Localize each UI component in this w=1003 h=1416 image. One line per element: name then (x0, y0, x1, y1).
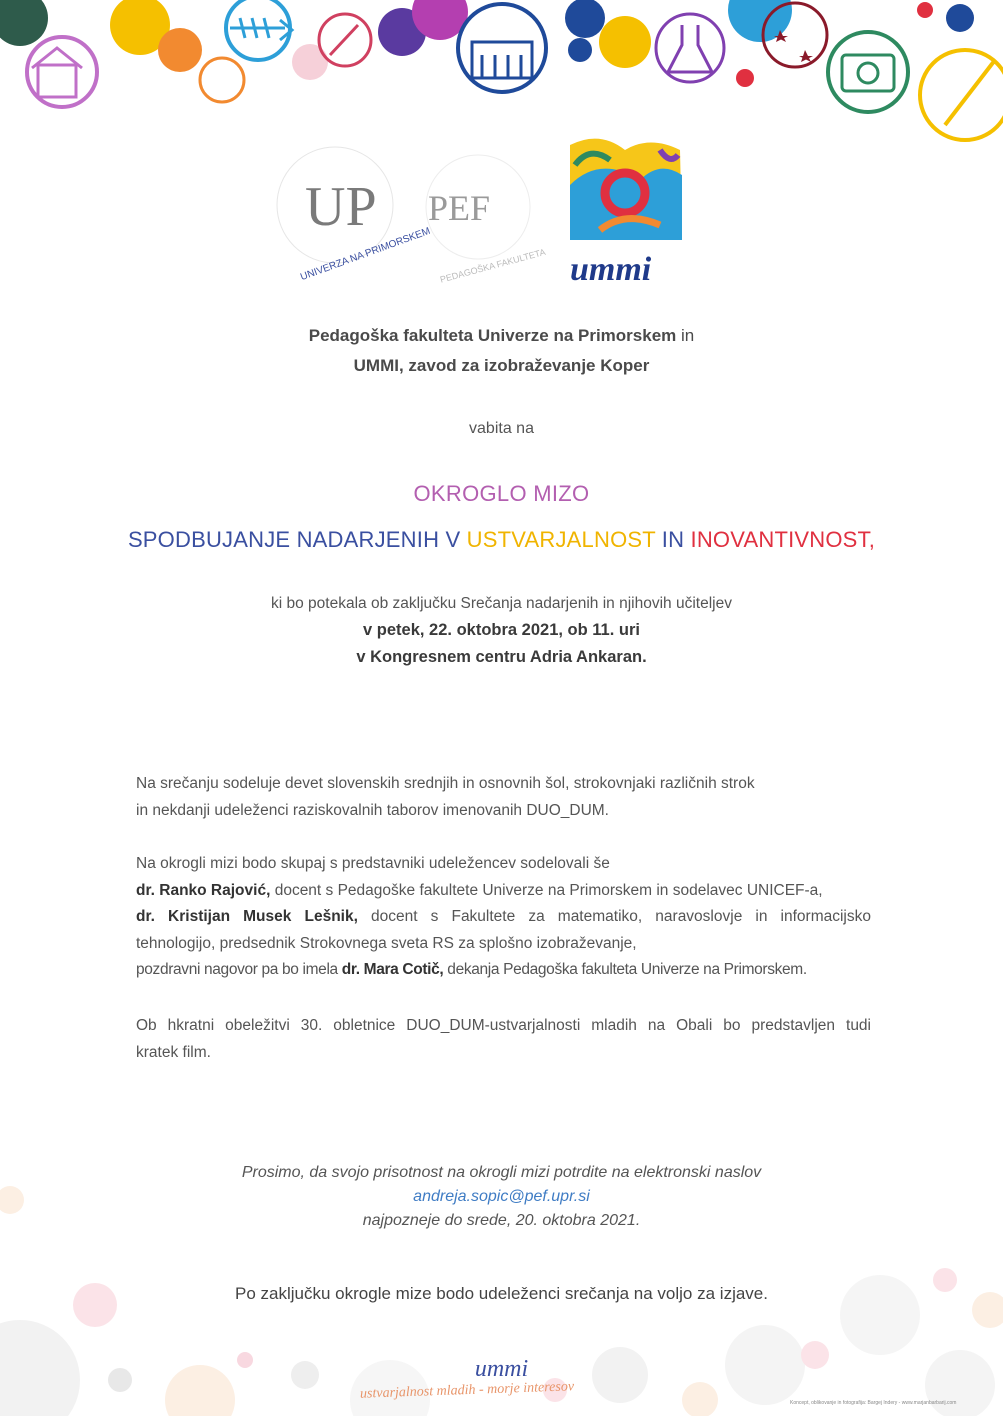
pencil-doodle-icon (330, 25, 358, 55)
paragraph-participants (136, 771, 871, 824)
pef-ring-text: PEDAGOŠKA FAKULTETA (438, 246, 547, 285)
house-doodle-icon (32, 48, 82, 97)
event-date: v petek, 22. oktobra 2021, ob 11. uri (363, 621, 640, 639)
rsvp-request: Prosimo, da svojo prisotnost na okrogli mizi potrdite na elektronski naslov (241, 1164, 762, 1181)
flask-doodle-icon (668, 25, 712, 72)
partner-logos (0, 125, 1003, 295)
event-label: OKROGLO MIZO (413, 481, 590, 506)
event-context: ki bo potekala ob zaključku Srečanja nadarjenih in njihovih učiteljev (271, 595, 732, 612)
panelist-name: dr. Mara Cotič, (341, 961, 444, 978)
building-doodle-icon (472, 42, 532, 78)
host-connector: in (676, 326, 695, 345)
footer-credit: Koncept, oblikovanje in fotografija: Bargej Indery - www.marjanbarbarij.com (790, 1400, 957, 1406)
panelist-musek-lesnik: dr. Kristijan Musek Lešnik, docent s Fakultete za matematiko, naravoslovje in informacijsko (136, 908, 871, 925)
rsvp-deadline: najpozneje do srede, 20. oktobra 2021. (362, 1212, 641, 1229)
footer-ummi-logo: ummi (474, 1356, 529, 1382)
panelist-name: dr. Kristijan Musek Lešnik, (136, 908, 358, 925)
footer-slogan: ustvarjalnost mladih - morje interesov (359, 1379, 575, 1402)
paragraph-line: in nekdanji udeleženci raziskovalnih taborov imenovanih DUO_DUM. (136, 801, 609, 819)
paragraph-line: tehnologijo, predsednik Strokovnega sveta RS za splošno izobraževanje, (136, 934, 637, 952)
event-title-part-1: SPODBUJANJE NADARJENIH V (127, 527, 467, 552)
paintbrush-doodle-icon (945, 60, 995, 125)
stars-doodle-icon (774, 30, 813, 62)
host-line-2: UMMI, zavod za izobraževanje Koper (353, 356, 650, 375)
panelist-name: dr. Ranko Rajović, (136, 881, 271, 899)
event-title-part-4: INOVANTIVNOST, (690, 527, 876, 552)
panelist-rajovic: dr. Ranko Rajović, docent s Pedagoške fakultete Univerze na Primorskem in sodelavec UNICEF-a, (136, 881, 823, 899)
event-title-part-2: USTVARJALNOST (466, 527, 656, 552)
pef-logo (426, 155, 547, 285)
invites-text: vabita na (469, 420, 534, 437)
paragraph-line: Na srečanju sodeluje devet slovenskih srednjih in osnovnih šol, strokovnjaki različnih strok (136, 775, 755, 792)
pef-logo-letters: PEF (428, 188, 491, 228)
ummi-logo-word: ummi (570, 251, 652, 288)
up-ring-text: UNIVERZA NA PRIMORSKEM (299, 225, 432, 284)
event-title-part-3: IN (655, 527, 691, 552)
camera-doodle-icon (842, 55, 894, 91)
event-title (0, 527, 1003, 553)
paragraph-line: Na okrogli mizi bodo skupaj s predstavniki udeležencev sodelovali še (136, 855, 610, 872)
fish-bone-doodle-icon (230, 18, 292, 40)
paragraph-line: Ob hkratni obeležitvi 30. obletnice DUO_DUM-ustvarjalnosti mladih na Obali bo predstavljen tudi (136, 1017, 871, 1034)
paragraph-anniversary (136, 1013, 871, 1066)
ummi-logo (570, 139, 682, 288)
up-logo (277, 147, 432, 283)
greeting-cotic: pozdravni nagovor pa bo imela dr. Mara Cotič, dekanja Pedagoška fakulteta Univerze na Primorskem. (136, 961, 807, 978)
paragraph-line: kratek film. (136, 1043, 211, 1061)
closing-note: Po zaključku okrogle mize bodo udeleženci srečanja na voljo za izjave. (235, 1284, 768, 1303)
event-location: v Kongresnem centru Adria Ankaran. (356, 648, 647, 666)
host-line-1 (0, 326, 1003, 346)
rsvp-email-link[interactable]: andreja.sopic@pef.upr.si (413, 1188, 590, 1205)
host-faculty: Pedagoška fakulteta Univerze na Primorskem (308, 326, 677, 345)
paragraph-panelists (136, 851, 871, 984)
up-logo-letters: UP (305, 176, 377, 238)
